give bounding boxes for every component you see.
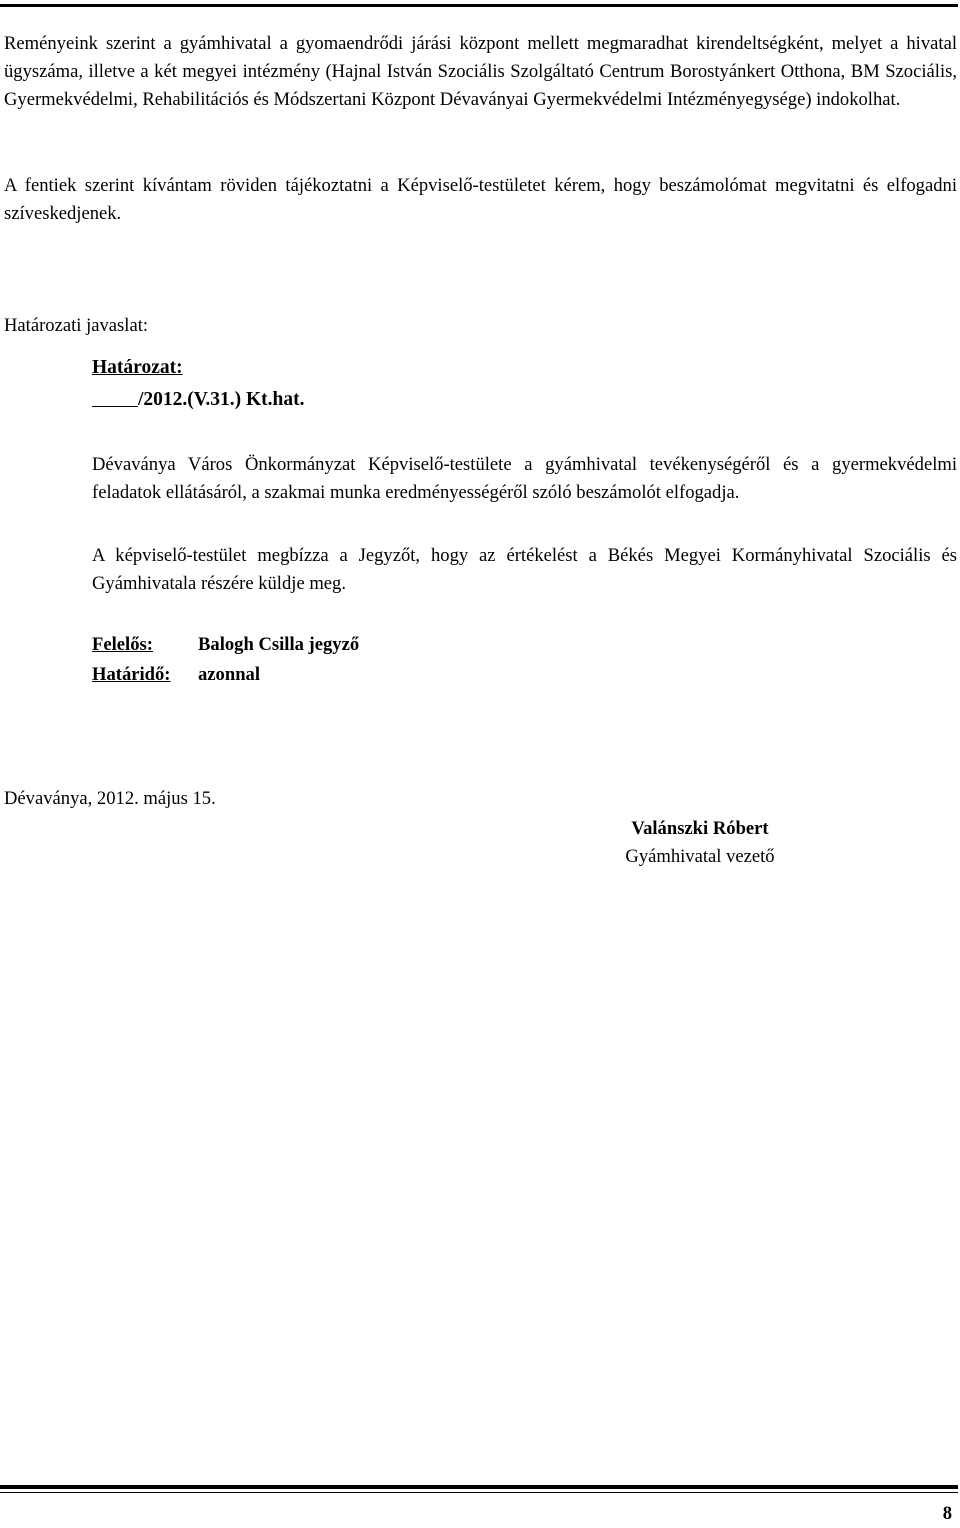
paragraph-request: A fentiek szerint kívántam röviden tájékoztatni a Képviselő-testületet kérem, hogy beszámolómat megvitatni és elfogadni szíveskedjenek. [4,175,957,224]
footer-rule-thick [0,1485,958,1489]
signer-title: Gyámhivatal vezető [625,846,775,867]
deadline-label: Határidő: [92,664,171,685]
responsible-value: Balogh Csilla jegyző [198,634,360,655]
deadline-value: azonnal [198,664,260,685]
signature-block [560,815,840,871]
resolution-body-mandate: A képviselő-testület megbízza a Jegyzőt, hogy az értékelést a Békés Megyei Kormányhivatal Szociális és Gyámhivatala részére küldje meg. [92,545,957,594]
resolution-number-blank [92,386,138,407]
responsible-label: Felelős: [92,634,153,655]
footer-rule-thin [0,1492,958,1493]
proposal-heading: Határozati javaslat: [4,315,149,336]
page-number: 8 [942,1503,952,1524]
place-date: Dévaványa, 2012. május 15. [4,788,216,809]
resolution-body-accept: Dévaványa Város Önkormányzat Képviselő-testülete a gyámhivatal tevékenységéről és a gyermekvédelmi feladatok ellátásáról, a szakmai munka eredményességéről szóló beszámolót elfogadja. [92,454,957,503]
resolution-number [92,386,304,414]
resolution-title: Határozat: [92,357,183,378]
responsible-row [92,631,359,659]
top-rule [0,4,958,7]
paragraph-intro: Reményeink szerint a gyámhivatal a gyomaendrődi járási központ mellett megmaradhat kirendeltségként, melyet a hivatal ügyszáma, illetve a két megyei intézmény (Hajnal István Szociális Szolgáltató Centrum Borostyánkert Otthona, BM Szociális, Gyermekvédelmi, Rehabilitációs és Módszertani Központ Dévaványai Gyermekvédelmi Intézményegysége) indokolhat. [4,33,957,110]
resolution-number-text: /2012.(V.31.) Kt.hat. [138,389,305,410]
signer-name: Valánszki Róbert [631,818,769,839]
deadline-row [92,661,260,689]
